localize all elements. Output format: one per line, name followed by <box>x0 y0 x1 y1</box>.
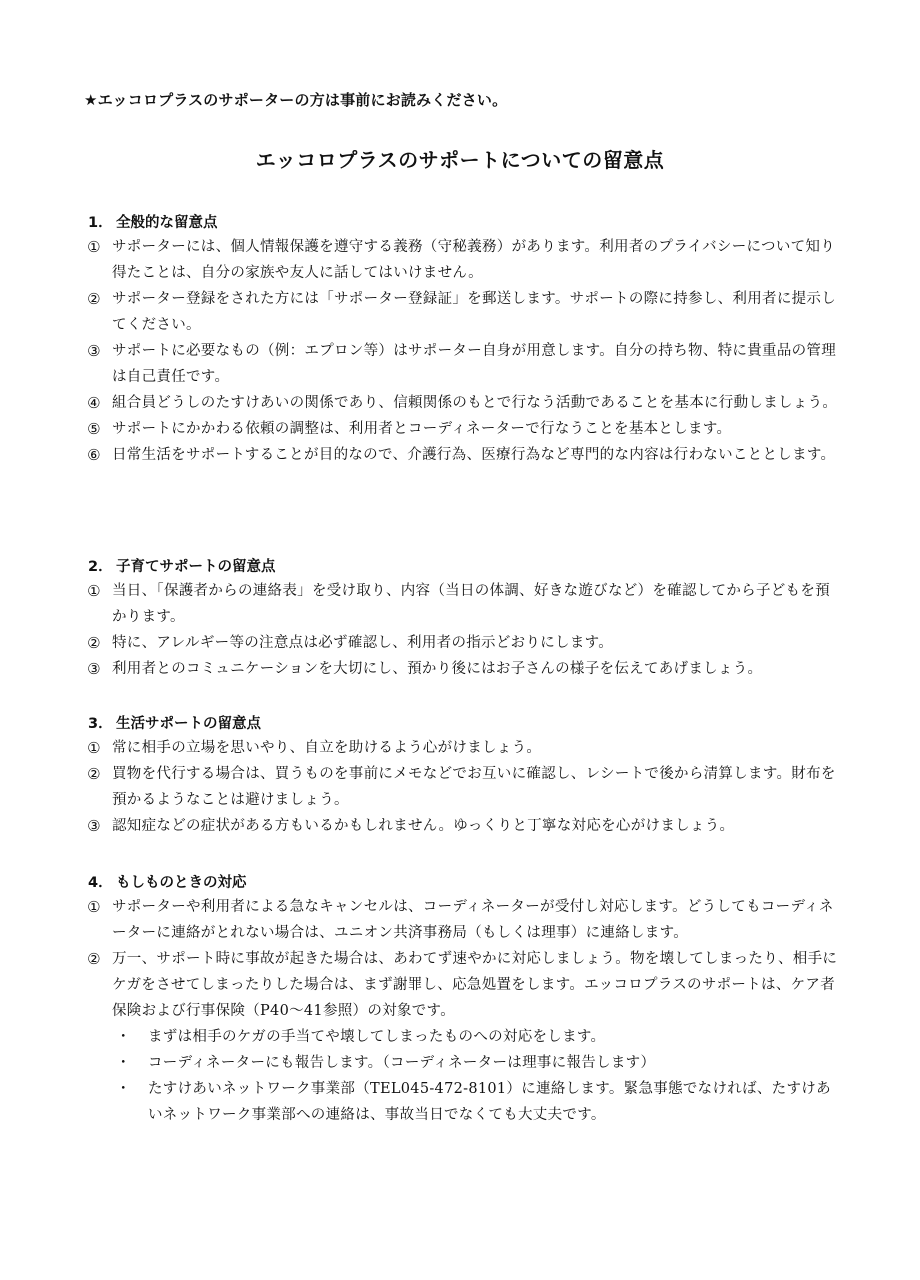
item-text: 利用者とのコミュニケーションを大切にし、預かり後にはお子さんの様子を伝えてあげましょう。 <box>112 661 763 677</box>
list-item <box>84 813 844 839</box>
section-title: 全般的な留意点 <box>116 215 218 231</box>
list-item <box>84 894 844 946</box>
bullet-item <box>84 1024 844 1050</box>
section-title: 子育てサポートの留意点 <box>116 559 276 575</box>
item-text: 買物を代行する場合は、買うものを事前にメモなどでお互いに確認し、レシートで後から清算します。財布を預かるようなことは避けましょう。 <box>112 766 836 808</box>
item-marker: ③ <box>87 660 101 678</box>
document-title: エッコロプラスのサポートについての留意点 <box>255 148 665 172</box>
item-marker: ② <box>87 765 101 783</box>
item-marker: ② <box>87 950 101 968</box>
item-text: 当日、「保護者からの連絡表」を受け取り、内容（当日の体調、好きな遊びなど）を確認してから子どもを預かります。 <box>112 583 830 625</box>
item-text: 常に相手の立場を思いやり、自立を助けるよう心がけましょう。 <box>112 740 542 756</box>
item-text: 認知症などの症状がある方もいるかもしれません。ゆっくりと丁寧な対応を心がけましょう。 <box>112 818 735 834</box>
bullet-marker: ・ <box>116 1055 131 1071</box>
list-item <box>84 338 844 390</box>
item-text: サポートにかかわる依頼の調整は、利用者とコーディネーターで行なうことを基本とします。 <box>112 421 732 437</box>
item-marker: ① <box>87 739 101 757</box>
bullet-text: たすけあいネットワーク事業部（TEL045-472-8101）に連絡します。緊急事態でなければ、たすけあいネットワーク事業部への連絡は、事故当日でなくても大丈夫です。 <box>148 1081 831 1123</box>
section-heading <box>84 556 844 578</box>
item-marker: ① <box>87 582 101 600</box>
item-text: 組合員どうしのたすけあいの関係であり、信頼関係のもとで行なう活動であることを基本に行動しましょう。 <box>112 395 838 411</box>
bullet-text: まずは相手のケガの手当てや壊してしまったものへの対応をします。 <box>148 1029 606 1045</box>
list-item <box>84 390 844 416</box>
item-text: 特に、アレルギー等の注意点は必ず確認し、利用者の指示どおりにします。 <box>112 635 614 651</box>
list-item <box>84 578 844 630</box>
section-daily-life <box>84 713 844 839</box>
list-item <box>84 761 844 813</box>
list-item <box>84 735 844 761</box>
item-marker: ④ <box>87 394 101 412</box>
section-general <box>84 212 844 468</box>
bullet-item <box>84 1076 844 1128</box>
item-text: サポートに必要なもの（例：エプロン等）はサポーター自身が用意します。自分の持ち物、特に貴重品の管理は自己責任です。 <box>112 343 837 385</box>
item-marker: ③ <box>87 817 101 835</box>
supporter-notice: ★エッコロプラスのサポーターの方は事前にお読みください。 <box>84 91 508 109</box>
bullet-marker: ・ <box>116 1081 131 1097</box>
list-item <box>84 286 844 338</box>
item-marker: ① <box>87 238 101 256</box>
item-marker: ③ <box>87 342 101 360</box>
section-emergency <box>84 872 844 1128</box>
section-title: もしものときの対応 <box>116 875 247 891</box>
item-marker: ① <box>87 898 101 916</box>
item-text: サポーターには、個人情報保護を遵守する義務（守秘義務）があります。利用者のプライバシーについて知り得たことは、自分の家族や友人に話してはいけません。 <box>112 239 836 281</box>
item-marker: ⑥ <box>87 446 101 464</box>
list-item <box>84 442 844 468</box>
bullet-item <box>84 1050 844 1076</box>
item-text: 万一、サポート時に事故が起きた場合は、あわてず速やかに対応しましょう。物を壊してしまったり、相手にケガをさせてしまったりした場合は、まず謝罪し、応急処置をします。エッコロプラスのサポートは、ケア者保険および行事保険（P40～41参照）の対象です。 <box>112 951 838 1019</box>
list-item <box>84 630 844 656</box>
item-marker: ② <box>87 290 101 308</box>
bullet-text: コーディネーターにも報告します。（コーディネーターは理事に報告します） <box>148 1055 656 1071</box>
section-heading <box>84 212 844 234</box>
list-item <box>84 234 844 286</box>
bullet-marker: ・ <box>116 1029 131 1045</box>
list-item <box>84 416 844 442</box>
item-marker: ⑤ <box>87 420 101 438</box>
item-text: サポーターや利用者による急なキャンセルは、コーディネーターが受付し対応します。どうしてもコーディネーターに連絡がとれない場合は、ユニオン共済事務局（もしくは理事）に連絡します。 <box>112 899 834 941</box>
section-heading <box>84 872 844 894</box>
section-number: 1． <box>88 215 113 231</box>
item-text: サポーター登録をされた方には「サポーター登録証」を郵送します。サポートの際に持参し、利用者に提示してください。 <box>112 291 837 333</box>
list-item <box>84 946 844 1024</box>
section-number: 2． <box>88 559 113 575</box>
item-text: 日常生活をサポートすることが目的なので、介護行為、医療行為など専門的な内容は行わないこととします。 <box>112 447 836 463</box>
section-number: 4． <box>88 875 113 891</box>
section-childcare <box>84 556 844 682</box>
section-heading <box>84 713 844 735</box>
item-marker: ② <box>87 634 101 652</box>
list-item <box>84 656 844 682</box>
section-title: 生活サポートの留意点 <box>116 716 261 732</box>
section-number: 3． <box>88 716 113 732</box>
